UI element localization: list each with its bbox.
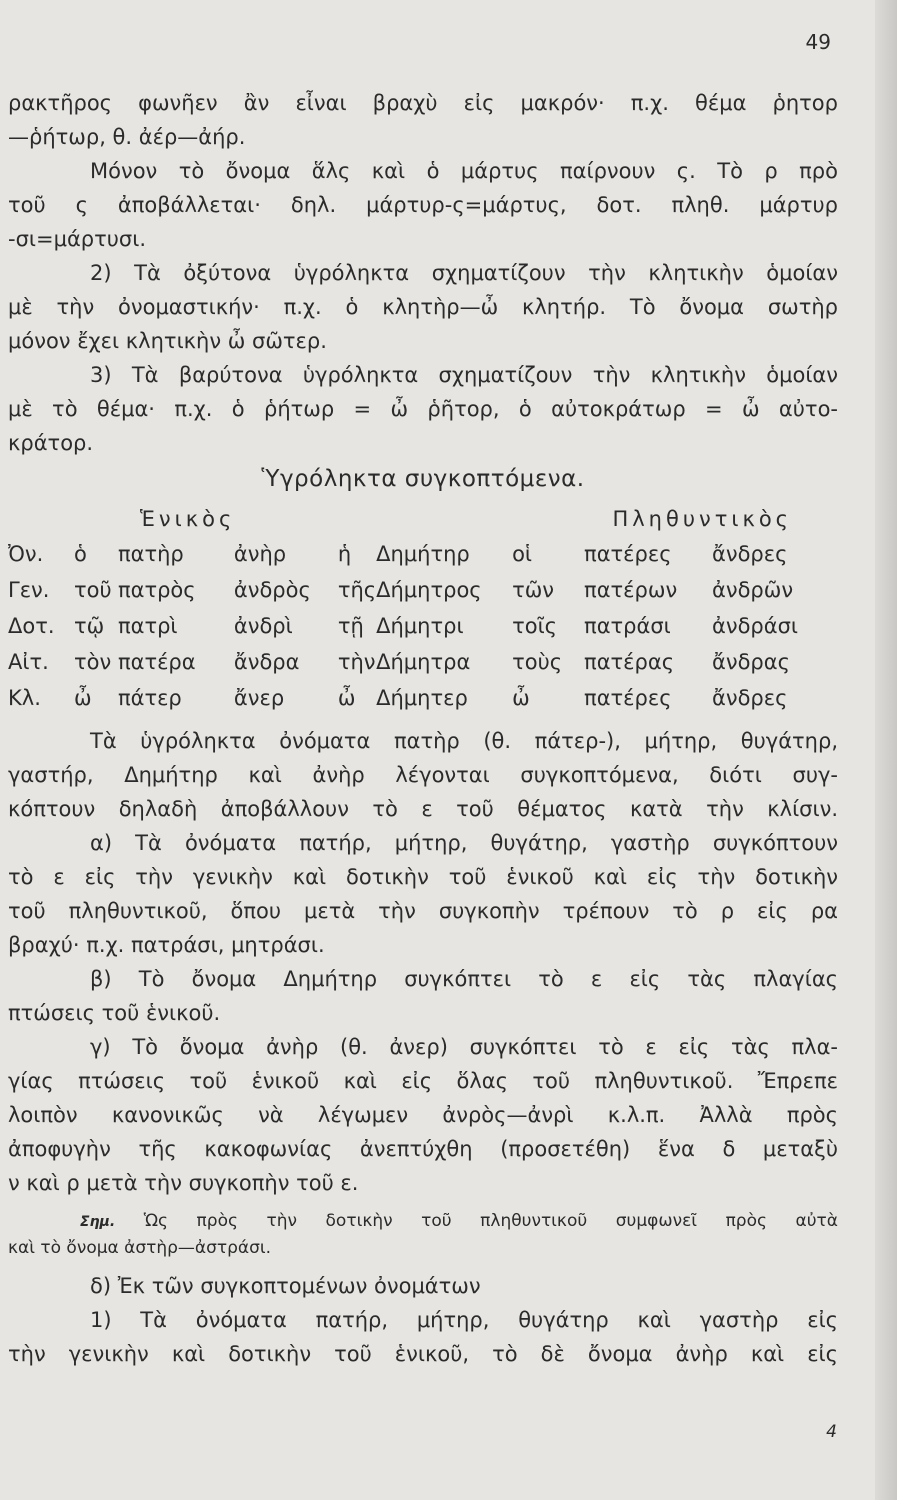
declension-cell: τὸν xyxy=(73,650,112,674)
declension-cell: τῇ xyxy=(337,614,364,638)
declension-cell: πατέρες xyxy=(584,542,672,566)
declension-cell: πατέρες xyxy=(584,686,672,710)
declension-cell: τῆς xyxy=(337,578,377,602)
text-line: τοῦ ς ἀποβάλλεται· δηλ. μάρτυρ-ς=μάρτυς, δοτ. πληθ. μάρτυρ xyxy=(8,193,838,217)
declension-cell: τὴν xyxy=(337,650,376,674)
section-heading: Ὑγρόληκτα συγκοπτόμενα. xyxy=(261,466,585,492)
declension-cell: οἱ xyxy=(512,542,533,566)
declension-cell: πατρὶ xyxy=(117,614,178,638)
declension-cell: ὁ xyxy=(73,542,87,566)
page-body xyxy=(8,86,838,1371)
declension-row xyxy=(8,644,838,680)
page-number: 49 xyxy=(805,30,831,54)
declension-row xyxy=(8,536,838,572)
text-line: πτώσεις τοῦ ἑνικοῦ. xyxy=(8,1001,221,1025)
text-line: γαστήρ, Δημήτηρ καὶ ἀνὴρ λέγονται συγκοπτόμενα, διότι συγ- xyxy=(8,763,838,787)
text-line: τοῦ πληθυντικοῦ, ὅπου μετὰ τὴν συγκοπὴν τρέπουν τὸ ρ εἰς ρα xyxy=(8,899,838,923)
declension-header xyxy=(8,502,838,536)
text-line: β) Τὸ ὄνομα Δημήτηρ συγκόπτει τὸ ε εἰς τὰς πλαγίας xyxy=(90,967,838,991)
case-label: Δοτ. xyxy=(8,614,55,638)
declension-cell: τῷ xyxy=(73,614,105,638)
declension-cell: Δήμητρι xyxy=(376,614,464,638)
declension-cell: Δήμητερ xyxy=(376,686,468,710)
declension-cell: τοὺς xyxy=(512,650,563,674)
note-text: Ὡς πρὸς τὴν δοτικὴν τοῦ πληθυντικοῦ συμφωνεῖ πρὸς αὐτὰ xyxy=(143,1211,838,1231)
declension-cell: πατέρας xyxy=(584,650,675,674)
declension-cell: ἄνδρες xyxy=(712,686,788,710)
declension-row xyxy=(8,572,838,608)
declension-cell: τῶν xyxy=(512,578,555,602)
declension-cell: πατέρα xyxy=(117,650,196,674)
case-label: Αἰτ. xyxy=(8,650,49,674)
plural-label: Πληθυντικὸς xyxy=(612,507,792,531)
declension-cell: ἄνερ xyxy=(233,686,285,710)
declension-cell: ἡ xyxy=(337,542,352,566)
declension-table xyxy=(8,536,838,716)
page-edge-shadow xyxy=(875,0,897,1500)
singular-label: Ἑνικὸς xyxy=(140,507,236,531)
text-line: τὸ ε εἰς τὴν γενικὴν καὶ δοτικὴν τοῦ ἑνικοῦ καὶ εἰς τὴν δοτικὴν xyxy=(8,865,838,889)
text-line: μόνον ἔχει κλητικὴν ὦ σῶτερ. xyxy=(8,329,327,353)
text-line: μὲ τὸ θέμα· π.χ. ὁ ῥήτωρ = ὦ ῥῆτορ, ὁ αὐτοκράτωρ = ὦ αὐτο- xyxy=(8,397,838,421)
text-line: ρακτῆρος φωνῆεν ἂν εἶναι βραχὺ εἰς μακρόν· π.χ. θέμα ῥητορ xyxy=(8,91,838,115)
declension-cell: ἄνδρες xyxy=(712,542,788,566)
declension-cell: πατρὸς xyxy=(117,578,196,602)
note-line xyxy=(8,1208,838,1235)
declension-cell: ὦ xyxy=(337,686,356,710)
text-line: γίας πτώσεις τοῦ ἑνικοῦ καὶ εἰς ὅλας τοῦ πληθυντικοῦ. Ἔπρεπε xyxy=(8,1069,838,1093)
declension-row xyxy=(8,680,838,716)
text-line: 2) Τὰ ὀξύτονα ὑγρόληκτα σχηματίζουν τὴν κλητικὴν ὁμοίαν xyxy=(90,261,838,285)
text-line: Μόνον τὸ ὄνομα ἅλς καὶ ὁ μάρτυς παίρνουν ς. Τὸ ρ πρὸ xyxy=(90,159,838,183)
declension-cell: Δήμητρα xyxy=(376,650,471,674)
declension-cell: πατὴρ xyxy=(117,542,184,566)
case-label: Ὀν. xyxy=(8,542,44,566)
declension-cell: ἀνδρῶν xyxy=(712,578,794,602)
declension-cell: Δημήτηρ xyxy=(376,542,470,566)
note-line: καὶ τὸ ὄνομα ἀστὴρ—ἀστράσι. xyxy=(8,1238,272,1258)
text-line: λοιπὸν κανονικῶς νὰ λέγωμεν ἀνρὸς—ἀνρὶ κ.λ.π. Ἀλλὰ πρὸς xyxy=(8,1103,838,1127)
text-line: γ) Τὸ ὄνομα ἀνὴρ (θ. ἀνερ) συγκόπτει τὸ ε εἰς τὰς πλα- xyxy=(90,1035,838,1059)
text-line: -σι=μάρτυσι. xyxy=(8,227,147,251)
case-label: Κλ. xyxy=(8,686,41,710)
declension-cell: ἀνδρὸς xyxy=(233,578,311,602)
text-line: Τὰ ὑγρόληκτα ὀνόματα πατὴρ (θ. πάτερ-), μήτηρ, θυγάτηρ, xyxy=(90,729,838,753)
declension-cell: ὦ xyxy=(73,686,92,710)
text-line: —ῥήτωρ, θ. ἀέρ—ἀήρ. xyxy=(8,125,246,149)
declension-cell: τοῦ xyxy=(73,578,112,602)
declension-cell: ὦ xyxy=(512,686,530,710)
declension-cell: ἀνδρὶ xyxy=(233,614,293,638)
declension-cell: πατέρων xyxy=(584,578,678,602)
declension-cell: ἄνδρα xyxy=(233,650,300,674)
text-line: 3) Τὰ βαρύτονα ὑγρόληκτα σχηματίζουν τὴν κλητικὴν ὁμοίαν xyxy=(90,363,838,387)
text-line: βραχύ· π.χ. πατράσι, μητράσι. xyxy=(8,933,325,957)
text-line: ἀποφυγὴν τῆς κακοφωνίας ἀνεπτύχθη (προσετέθη) ἕνα δ μεταξὺ xyxy=(8,1137,838,1161)
text-line: κόπτουν δηλαδὴ ἀποβάλλουν τὸ ε τοῦ θέματος κατὰ τὴν κλίσιν. xyxy=(8,797,838,821)
declension-cell: ἀνδράσι xyxy=(712,614,799,638)
text-line: δ) Ἐκ τῶν συγκοπτομένων ὀνομάτων xyxy=(90,1274,481,1298)
declension-cell: πατράσι xyxy=(584,614,671,638)
text-line: κράτορ. xyxy=(8,431,94,455)
note-abbreviation: Σημ. xyxy=(80,1214,116,1230)
declension-cell: ἄνδρας xyxy=(712,650,790,674)
declension-row xyxy=(8,608,838,644)
declension-cell: ἀνὴρ xyxy=(233,542,287,566)
signature-mark: 4 xyxy=(826,1422,837,1442)
text-line: α) Τὰ ὀνόματα πατήρ, μήτηρ, θυγάτηρ, γαστὴρ συγκόπτουν xyxy=(90,831,838,855)
case-label: Γεν. xyxy=(8,578,50,602)
declension-cell: τοῖς xyxy=(512,614,558,638)
text-line: 1) Τὰ ὀνόματα πατήρ, μήτηρ, θυγάτηρ καὶ γαστὴρ εἰς xyxy=(90,1308,838,1332)
text-line: τὴν γενικὴν καὶ δοτικὴν τοῦ ἑνικοῦ, τὸ δὲ ὄνομα ἀνὴρ καὶ εἰς xyxy=(8,1342,838,1366)
declension-cell: πάτερ xyxy=(117,686,182,710)
text-line: ν καὶ ρ μετὰ τὴν συγκοπὴν τοῦ ε. xyxy=(8,1171,359,1195)
text-line: μὲ τὴν ὀνομαστικήν· π.χ. ὁ κλητὴρ—ὦ κλητήρ. Τὸ ὄνομα σωτὴρ xyxy=(8,295,838,319)
declension-cell: Δήμητρος xyxy=(376,578,482,602)
